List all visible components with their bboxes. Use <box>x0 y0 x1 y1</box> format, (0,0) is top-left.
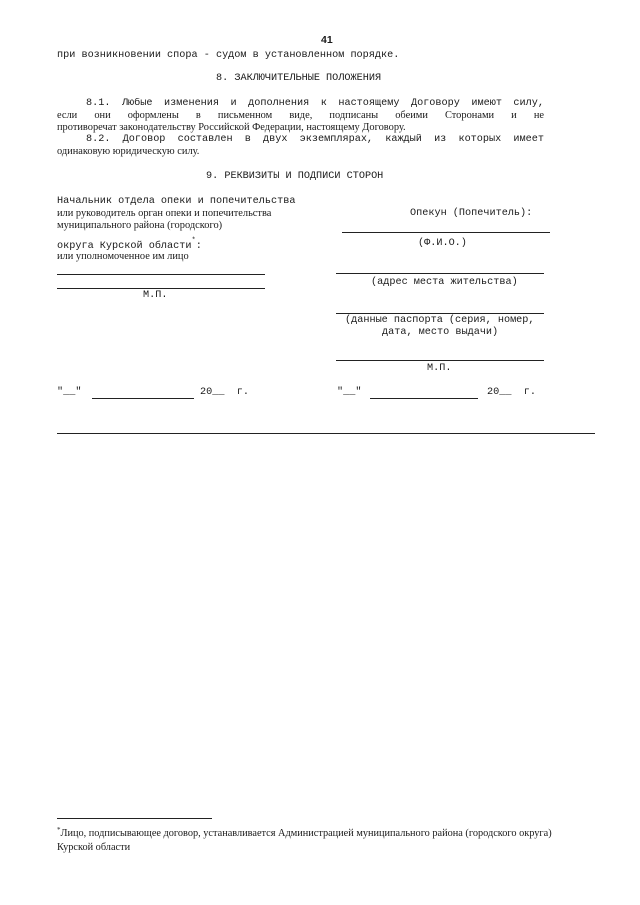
left-date-year-blank: __ <box>212 387 225 398</box>
left-date-month-line <box>92 398 194 399</box>
left-party-line4 <box>57 237 202 252</box>
footnote-separator <box>57 818 212 819</box>
footnote-line2: Курской области <box>57 842 131 853</box>
right-address-line <box>336 273 544 274</box>
left-date-close-quote: " <box>75 387 82 398</box>
right-passport-line <box>336 313 544 314</box>
left-party-line4-text: округа Курской области <box>57 241 192 252</box>
section8-p81-line2: если они оформлены в письменном виде, подписаны обеими Сторонами и не <box>57 110 544 121</box>
right-date-year-suffix: г. <box>523 387 536 398</box>
footnote-line1 <box>57 826 552 839</box>
right-fio-caption: (Ф.И.О.) <box>418 238 467 249</box>
left-date-year-prefix: 20 <box>200 387 213 398</box>
right-date-year-blank: __ <box>499 387 512 398</box>
right-passport-caption-1: (данные паспорта (серия, номер, <box>345 315 535 326</box>
right-date-day-blank: __ <box>343 387 356 398</box>
left-signature-line-1 <box>57 274 265 275</box>
right-date-year-prefix: 20 <box>487 387 500 398</box>
section8-p81-line1: 8.1. Любые изменения и дополнения к настоящему Договору имеют силу, <box>86 98 544 109</box>
right-date-close-quote: " <box>355 387 362 398</box>
left-date-year <box>200 387 249 398</box>
left-date-year-suffix: г. <box>236 387 249 398</box>
left-date-day-blank: __ <box>63 387 76 398</box>
section8-p82-line2: одинаковую юридическую силу. <box>57 146 200 157</box>
left-party-line4-colon: : <box>195 241 202 252</box>
intro-line: при возникновении спора - судом в установленном порядке. <box>57 50 400 61</box>
right-date-year <box>487 387 536 398</box>
right-address-caption: (адрес места жительства) <box>371 277 518 288</box>
left-party-line3: муниципального района (городского) <box>57 220 223 231</box>
section8-p81-line3: противоречат законодательству Российской Федерации, настоящему Договору. <box>57 122 406 133</box>
section8-heading: 8. ЗАКЛЮЧИТЕЛЬНЫЕ ПОЛОЖЕНИЯ <box>216 73 382 84</box>
footnote-line1-text: Лицо, подписывающее договор, устанавливается Администрацией муниципального района (городского округа) <box>60 828 552 839</box>
left-date-field <box>57 387 81 398</box>
right-signature-line <box>336 360 544 361</box>
footnote-mark: * <box>57 826 61 834</box>
right-name-line <box>342 232 550 233</box>
left-signature-line-2 <box>57 288 265 289</box>
left-party-line2: или руководитель орган опеки и попечительства <box>57 208 272 219</box>
right-date-field <box>337 387 361 398</box>
section9-heading: 9. РЕКВИЗИТЫ И ПОДПИСИ СТОРОН <box>206 171 384 182</box>
right-stamp-label: М.П. <box>427 363 452 374</box>
right-date-open-quote: " <box>337 387 344 398</box>
left-party-line1: Начальник отдела опеки и попечительства <box>57 196 296 207</box>
footnote-reference-mark: * <box>191 237 196 245</box>
page-number: 41 <box>321 34 333 46</box>
section8-p82-line1: 8.2. Договор составлен в двух экземплярах, каждый из которых имеет <box>86 134 544 145</box>
section-end-rule <box>57 433 595 434</box>
left-date-open-quote: " <box>57 387 64 398</box>
right-party-title: Опекун (Попечитель): <box>410 208 533 219</box>
left-stamp-label: М.П. <box>143 290 168 301</box>
right-passport-caption-2: дата, место выдачи) <box>382 327 499 338</box>
left-party-line5: или уполномоченное им лицо <box>57 251 189 262</box>
right-date-month-line <box>370 398 478 399</box>
